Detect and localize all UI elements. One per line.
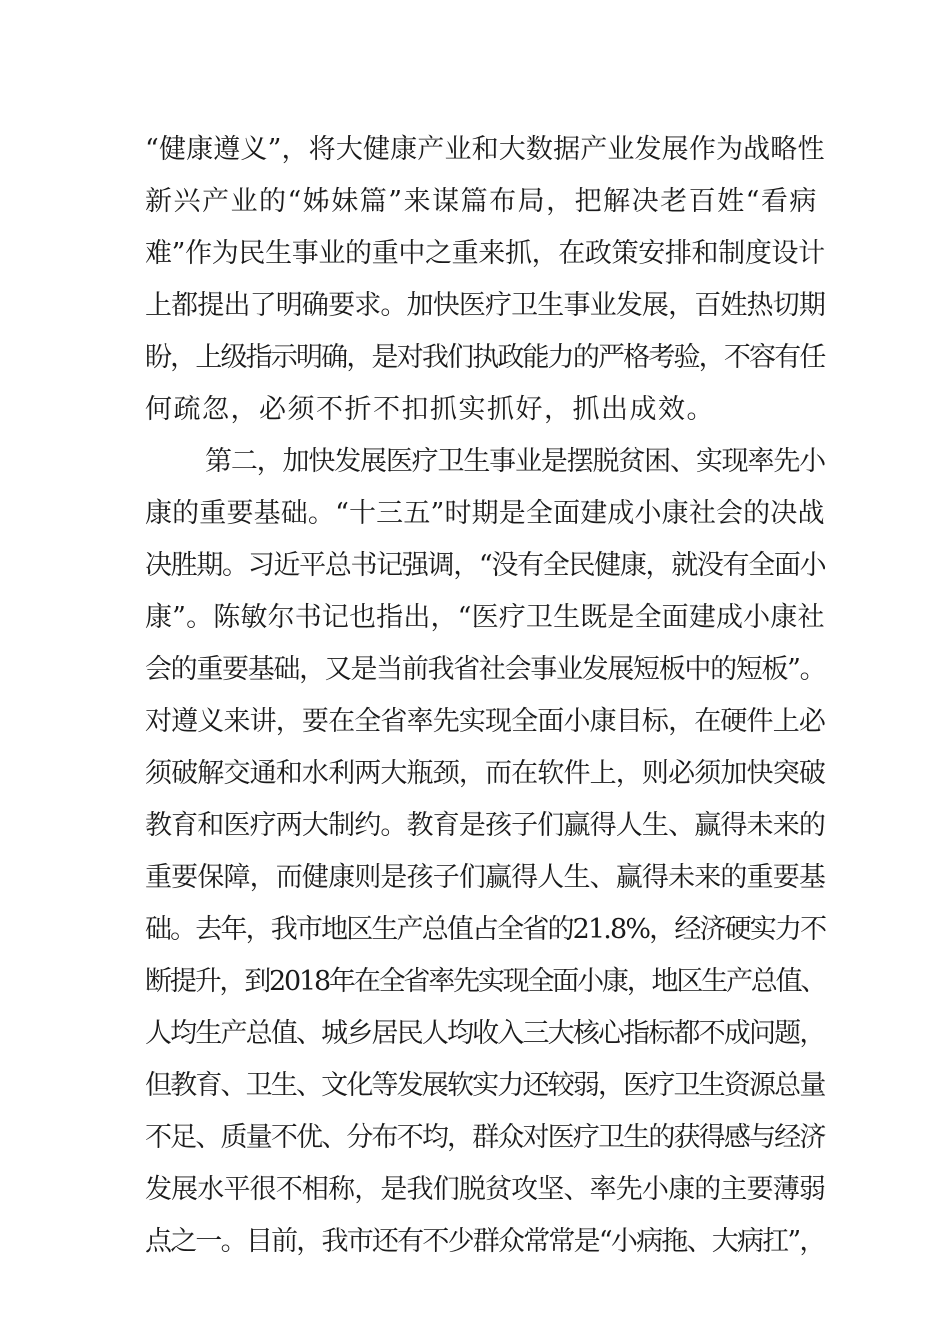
text-line: 会的重要基础，又是当前我省社会事业发展短板中的短板”。	[145, 654, 826, 685]
text-line: 康”。陈敏尔书记也指出，“医疗卫生既是全面建成小康社	[145, 602, 825, 633]
text-line: 断提升，到2018年在全省率先实现全面小康，地区生产总值、	[145, 966, 826, 997]
text-line: 重要保障，而健康则是孩子们赢得人生、赢得未来的重要基	[145, 862, 825, 893]
text-line: 须破解交通和水利两大瓶颈，而在软件上，则必须加快突破	[145, 758, 825, 789]
text-line: 点之一。目前，我市还有不少群众常常是“小病拖、大病扛”，	[145, 1226, 825, 1257]
text-line: 康的重要基础。“十三五”时期是全面建成小康社会的决战	[145, 498, 825, 529]
text-line: 决胜期。习近平总书记强调，“没有全民健康，就没有全面小	[145, 550, 826, 581]
text-line: 新兴产业的“姊妹篇”来谋篇布局，把解决老百姓“看病	[145, 186, 818, 217]
text-line: 对遵义来讲，要在全省率先实现全面小康目标，在硬件上必	[145, 706, 825, 737]
text-line: 难”作为民生事业的重中之重来抓，在政策安排和制度设计	[145, 238, 825, 269]
text-line: 教育和医疗两大制约。教育是孩子们赢得人生、赢得未来的	[145, 810, 825, 841]
text-line: 盼，上级指示明确，是对我们执政能力的严格考验，不容有任	[145, 342, 825, 373]
text-line: 上都提出了明确要求。加快医疗卫生事业发展，百姓热切期	[145, 290, 825, 321]
text-line: 础。去年，我市地区生产总值占全省的21.8%，经济硬实力不	[145, 914, 826, 945]
text-line: “健康遵义”，将大健康产业和大数据产业发展作为战略性	[145, 134, 825, 165]
text-line: 何疏忽，必须不折不扣抓实抓好，抓出成效。	[145, 394, 715, 425]
text-line: 不足、质量不优、分布不均，群众对医疗卫生的获得感与经济	[145, 1122, 825, 1153]
paragraph-start-line: 第二，加快发展医疗卫生事业是摆脱贫困、实现率先小	[205, 446, 825, 477]
text-line: 发展水平很不相称，是我们脱贫攻坚、率先小康的主要薄弱	[145, 1174, 825, 1205]
text-line: 但教育、卫生、文化等发展软实力还较弱，医疗卫生资源总量	[145, 1070, 825, 1101]
text-line: 人均生产总值、城乡居民人均收入三大核心指标都不成问题，	[145, 1018, 825, 1049]
